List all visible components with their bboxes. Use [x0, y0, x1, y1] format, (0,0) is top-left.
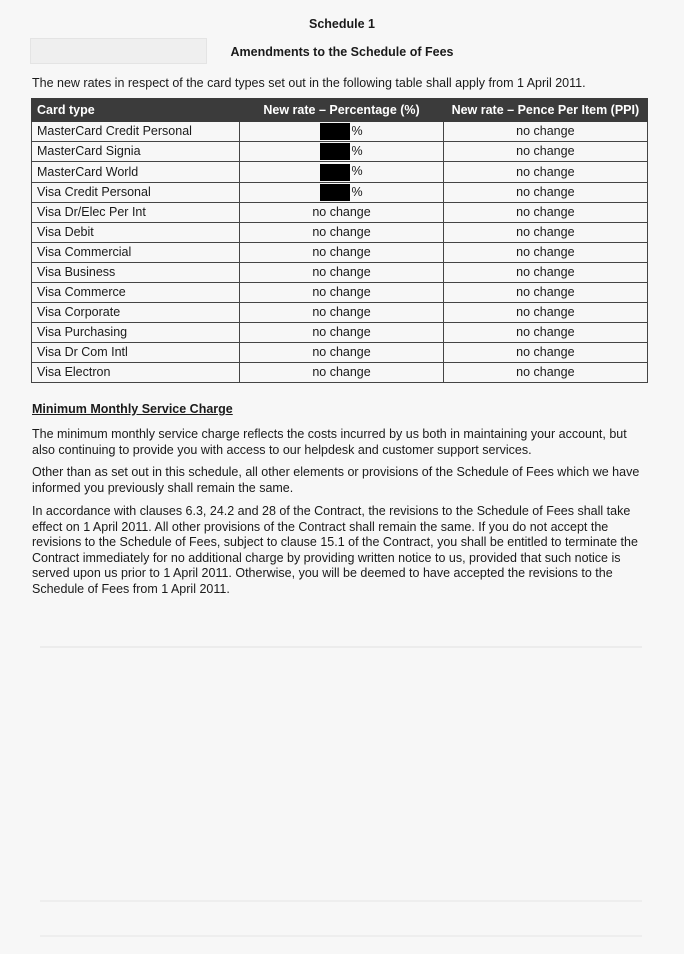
intro-text: The new rates in respect of the card types set out in the following table shall apply from 1 April 2011.	[32, 76, 586, 90]
ppi-cell: no change	[443, 262, 647, 282]
percentage-cell: no change	[240, 202, 443, 222]
card-type-cell: Visa Dr Com Intl	[32, 342, 240, 362]
percent-sign: %	[351, 124, 363, 139]
percent-sign: %	[351, 144, 363, 159]
show-through-line	[40, 900, 642, 902]
card-type-cell: MasterCard Credit Personal	[32, 122, 240, 142]
card-type-cell: Visa Commerce	[32, 282, 240, 302]
fees-table	[31, 98, 648, 383]
table-row	[32, 282, 648, 302]
other-elements-paragraph: Other than as set out in this schedule, all other elements or provisions of the Schedule of Fees which we have informed you previously shall remain the same.	[32, 465, 640, 495]
card-type-cell: MasterCard Signia	[32, 142, 240, 162]
header-ppi: New rate – Pence Per Item (PPI)	[443, 99, 647, 122]
percentage-cell: no change	[240, 302, 443, 322]
ppi-cell: no change	[443, 142, 647, 162]
ppi-cell: no change	[443, 182, 647, 202]
table-row	[32, 302, 648, 322]
table-row	[32, 262, 648, 282]
percent-sign: %	[351, 164, 363, 179]
show-through-line	[40, 646, 642, 648]
table-row	[32, 142, 648, 162]
table-row	[32, 342, 648, 362]
percentage-cell: no change	[240, 362, 443, 382]
header-card-type: Card type	[32, 99, 240, 122]
card-type-cell: Visa Commercial	[32, 242, 240, 262]
contract-clauses-paragraph: In accordance with clauses 6.3, 24.2 and 28 of the Contract, the revisions to the Schedule of Fees shall take effect on 1 April 2011. All other provisions of the Contract shall remain the same. If you do not accept the revisions to the Schedule of Fees, subject to clause 15.1 of the Contract, you shall be entitled to terminate the Contract immediately for no additional charge by providing written notice to us, provided that such notice is served upon us prior to 1 April 2011. Otherwise, you will be deemed to have accepted the revisions to the Schedule of Fees from 1 April 2011.	[32, 504, 638, 596]
table-header-row	[32, 99, 648, 122]
percent-sign: %	[351, 184, 363, 199]
table-row	[32, 122, 648, 142]
ppi-cell: no change	[443, 282, 647, 302]
table-row	[32, 242, 648, 262]
percentage-cell-redacted	[240, 162, 443, 182]
ppi-cell: no change	[443, 122, 647, 142]
ppi-cell: no change	[443, 222, 647, 242]
header-percentage: New rate – Percentage (%)	[240, 99, 443, 122]
table-row	[32, 362, 648, 382]
card-type-cell: Visa Purchasing	[32, 322, 240, 342]
table-row	[32, 202, 648, 222]
schedule-title: Schedule 1	[309, 17, 375, 31]
table-row	[32, 222, 648, 242]
percentage-cell: no change	[240, 262, 443, 282]
card-type-cell: MasterCard World	[32, 162, 240, 182]
page-subtitle: Amendments to the Schedule of Fees	[230, 45, 454, 59]
minimum-charge-heading: Minimum Monthly Service Charge	[32, 402, 233, 416]
ppi-cell: no change	[443, 322, 647, 342]
card-type-cell: Visa Credit Personal	[32, 182, 240, 202]
minimum-charge-paragraph: The minimum monthly service charge reflects the costs incurred by us both in maintaining your account, but also continuing to provide you with access to our helpdesk and customer support services.	[32, 427, 627, 457]
ppi-cell: no change	[443, 342, 647, 362]
ppi-cell: no change	[443, 202, 647, 222]
percentage-cell-redacted	[240, 122, 443, 142]
card-type-cell: Visa Dr/Elec Per Int	[32, 202, 240, 222]
percentage-cell: no change	[240, 222, 443, 242]
redaction-block	[320, 184, 350, 201]
redaction-block	[320, 143, 350, 160]
percentage-cell: no change	[240, 322, 443, 342]
card-type-cell: Visa Business	[32, 262, 240, 282]
percentage-cell-redacted	[240, 182, 443, 202]
ppi-cell: no change	[443, 362, 647, 382]
redaction-block	[320, 164, 350, 181]
ppi-cell: no change	[443, 242, 647, 262]
show-through-line	[40, 935, 642, 937]
percentage-cell: no change	[240, 342, 443, 362]
percentage-cell: no change	[240, 242, 443, 262]
ppi-cell: no change	[443, 302, 647, 322]
percentage-cell: no change	[240, 282, 443, 302]
table-row	[32, 322, 648, 342]
ppi-cell: no change	[443, 162, 647, 182]
redaction-block	[320, 123, 350, 140]
table-row	[32, 182, 648, 202]
percentage-cell-redacted	[240, 142, 443, 162]
table-row	[32, 162, 648, 182]
card-type-cell: Visa Debit	[32, 222, 240, 242]
card-type-cell: Visa Electron	[32, 362, 240, 382]
card-type-cell: Visa Corporate	[32, 302, 240, 322]
